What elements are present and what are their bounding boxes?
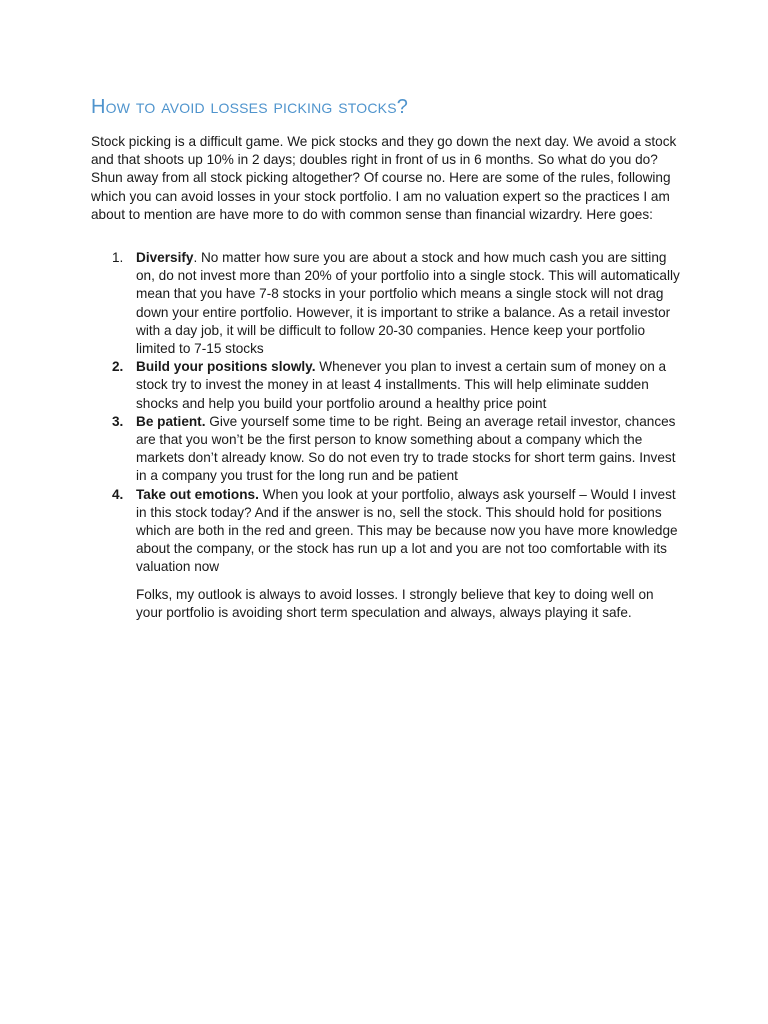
- list-item-number: 4.: [112, 486, 124, 502]
- list-item-text: . No matter how sure you are about a stock and how much cash you are sitting on, do not invest more than 20% of your portfolio into a single stock. This will automatically mean that you have 7-8 stocks in your portfolio which means a single stock will not drag down your entire portfolio. However, it is important to strike a balance. As a retail investor with a day job, it will be difficult to follow 20-30 companies. Hence keep your portfolio limited to 7-15 stocks: [136, 250, 680, 357]
- list-item-number: 2.: [112, 359, 124, 375]
- closing-paragraph: Folks, my outlook is always to avoid losses. I strongly believe that key to doing well on your portfolio is avoiding short term speculation and always, always playing it safe.: [136, 587, 654, 621]
- list-item-heading: Build your positions slowly.: [136, 359, 316, 375]
- list-item-text: Whenever you plan to invest a certain sum of money on a stock try to invest the money in at least 4 installments. This will help eliminate sudden shocks and help you build your portfolio around a healthy price point: [136, 359, 667, 411]
- list-item-text: Give yourself some time to be right. Being an average retail investor, chances are that you won’t be the first person to know something about a company which the markets don’t already know. So do not even try to trade stocks for short term gains. Invest in a company you trust for the long run and be patient: [136, 413, 676, 484]
- list-item-number: 3.: [112, 413, 124, 429]
- intro-paragraph: Stock picking is a difficult game. We pick stocks and they go down the next day. We avoid a stock and that shoots up 10% in 2 days; doubles right in front of us in 6 months. So what do you do? Shun away from all stock picking altogether? Of course no. Here are some of the rules, following which you can avoid losses in your stock portfolio. I am no valuation expert so the practices I am about to mention are have more to do with common sense than financial wizardry. Here goes:: [91, 134, 677, 222]
- list-item-heading: Take out emotions.: [136, 486, 259, 502]
- list-item: [91, 358, 681, 413]
- list-item-number: 1.: [112, 250, 124, 265]
- rules-list: [91, 249, 681, 577]
- list-item-text: When you look at your portfolio, always ask yourself – Would I invest in this stock today? And if the answer is no, sell the stock. This should hold for positions which are both in the red and green. This may be because now you have more knowledge about the company, or the stock has run up a lot and you are not too comfortable with its valuation now: [136, 486, 678, 575]
- page-title: How to avoid losses picking stocks?: [91, 96, 409, 118]
- list-item-heading: Diversify: [136, 250, 194, 265]
- list-item: [91, 413, 681, 486]
- list-item-heading: Be patient.: [136, 413, 206, 429]
- list-item: [91, 249, 681, 358]
- list-item: [91, 486, 681, 577]
